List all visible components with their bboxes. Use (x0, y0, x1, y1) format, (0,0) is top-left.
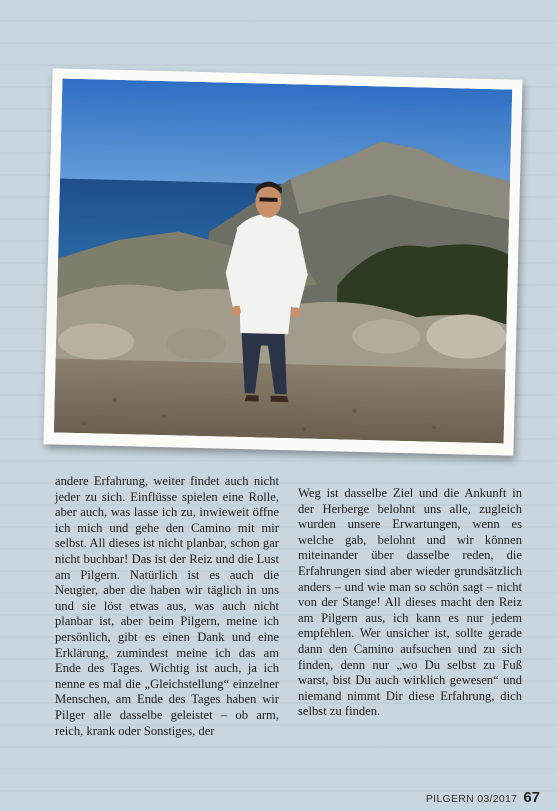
body-text-right: Weg ist dasselbe Ziel und die Ankunft in der Herberge belohnt uns alle, zugleich wurden unsere Erwartungen, wenn es welche gab, belohnt und wir können miteinander über dasselbe reden, die Erfahrungen sind aber wieder grundsätzlich anders – und wie man so schön sagt – nicht von der Stange! All dieses macht den Reiz am Pilgern aus, ich kann es nur jedem empfehlen. Wer unsicher ist, sollte gerade dann den Camino aufsuchen und zu sich finden, denn nur „wo Du selbst zu Fuß warst, bist Du auch wirklich gewesen“ und niemand nimmt Dir diese Erfahrung, dich selbst zu finden. (298, 486, 522, 719)
text-column-left (55, 474, 279, 739)
page-number: 67 (523, 789, 540, 806)
page-footer (426, 789, 540, 807)
magazine-issue: PILGERN 03/2017 (425, 793, 518, 805)
text-column-right (298, 486, 522, 720)
photo-frame (43, 68, 522, 455)
photo-illustration (54, 79, 513, 444)
article-photo (54, 79, 513, 444)
body-text-left: andere Erfahrung, weiter findet auch nicht jeder zu sich. Einflüsse spielen eine Rolle, aber auch, was lasse ich zu, inwieweit öffne ich mich und gehe den Camino mit mir selbst. All dieses ist nicht planbar, schon gar nicht buchbar! Das ist der Reiz und die Lust am Pilgern. Natürlich ist es auch die Neugier, aber die haben wir täglich in uns und sie löst etwas aus, was auch nicht planbar ist, aber beim Pilgern, meine ich persönlich, gibt es einen Dank und eine Erklärung, zumindest meine ich das am Ende des Tages. Wichtig ist auch, ja ich nenne es mal die „Gleichstellung“ einzelner Menschen, am Ende des Tages haben wir Pilger alle dasselbe geleistet – ob arm, reich, krank oder Sonstiges, der (55, 474, 279, 738)
